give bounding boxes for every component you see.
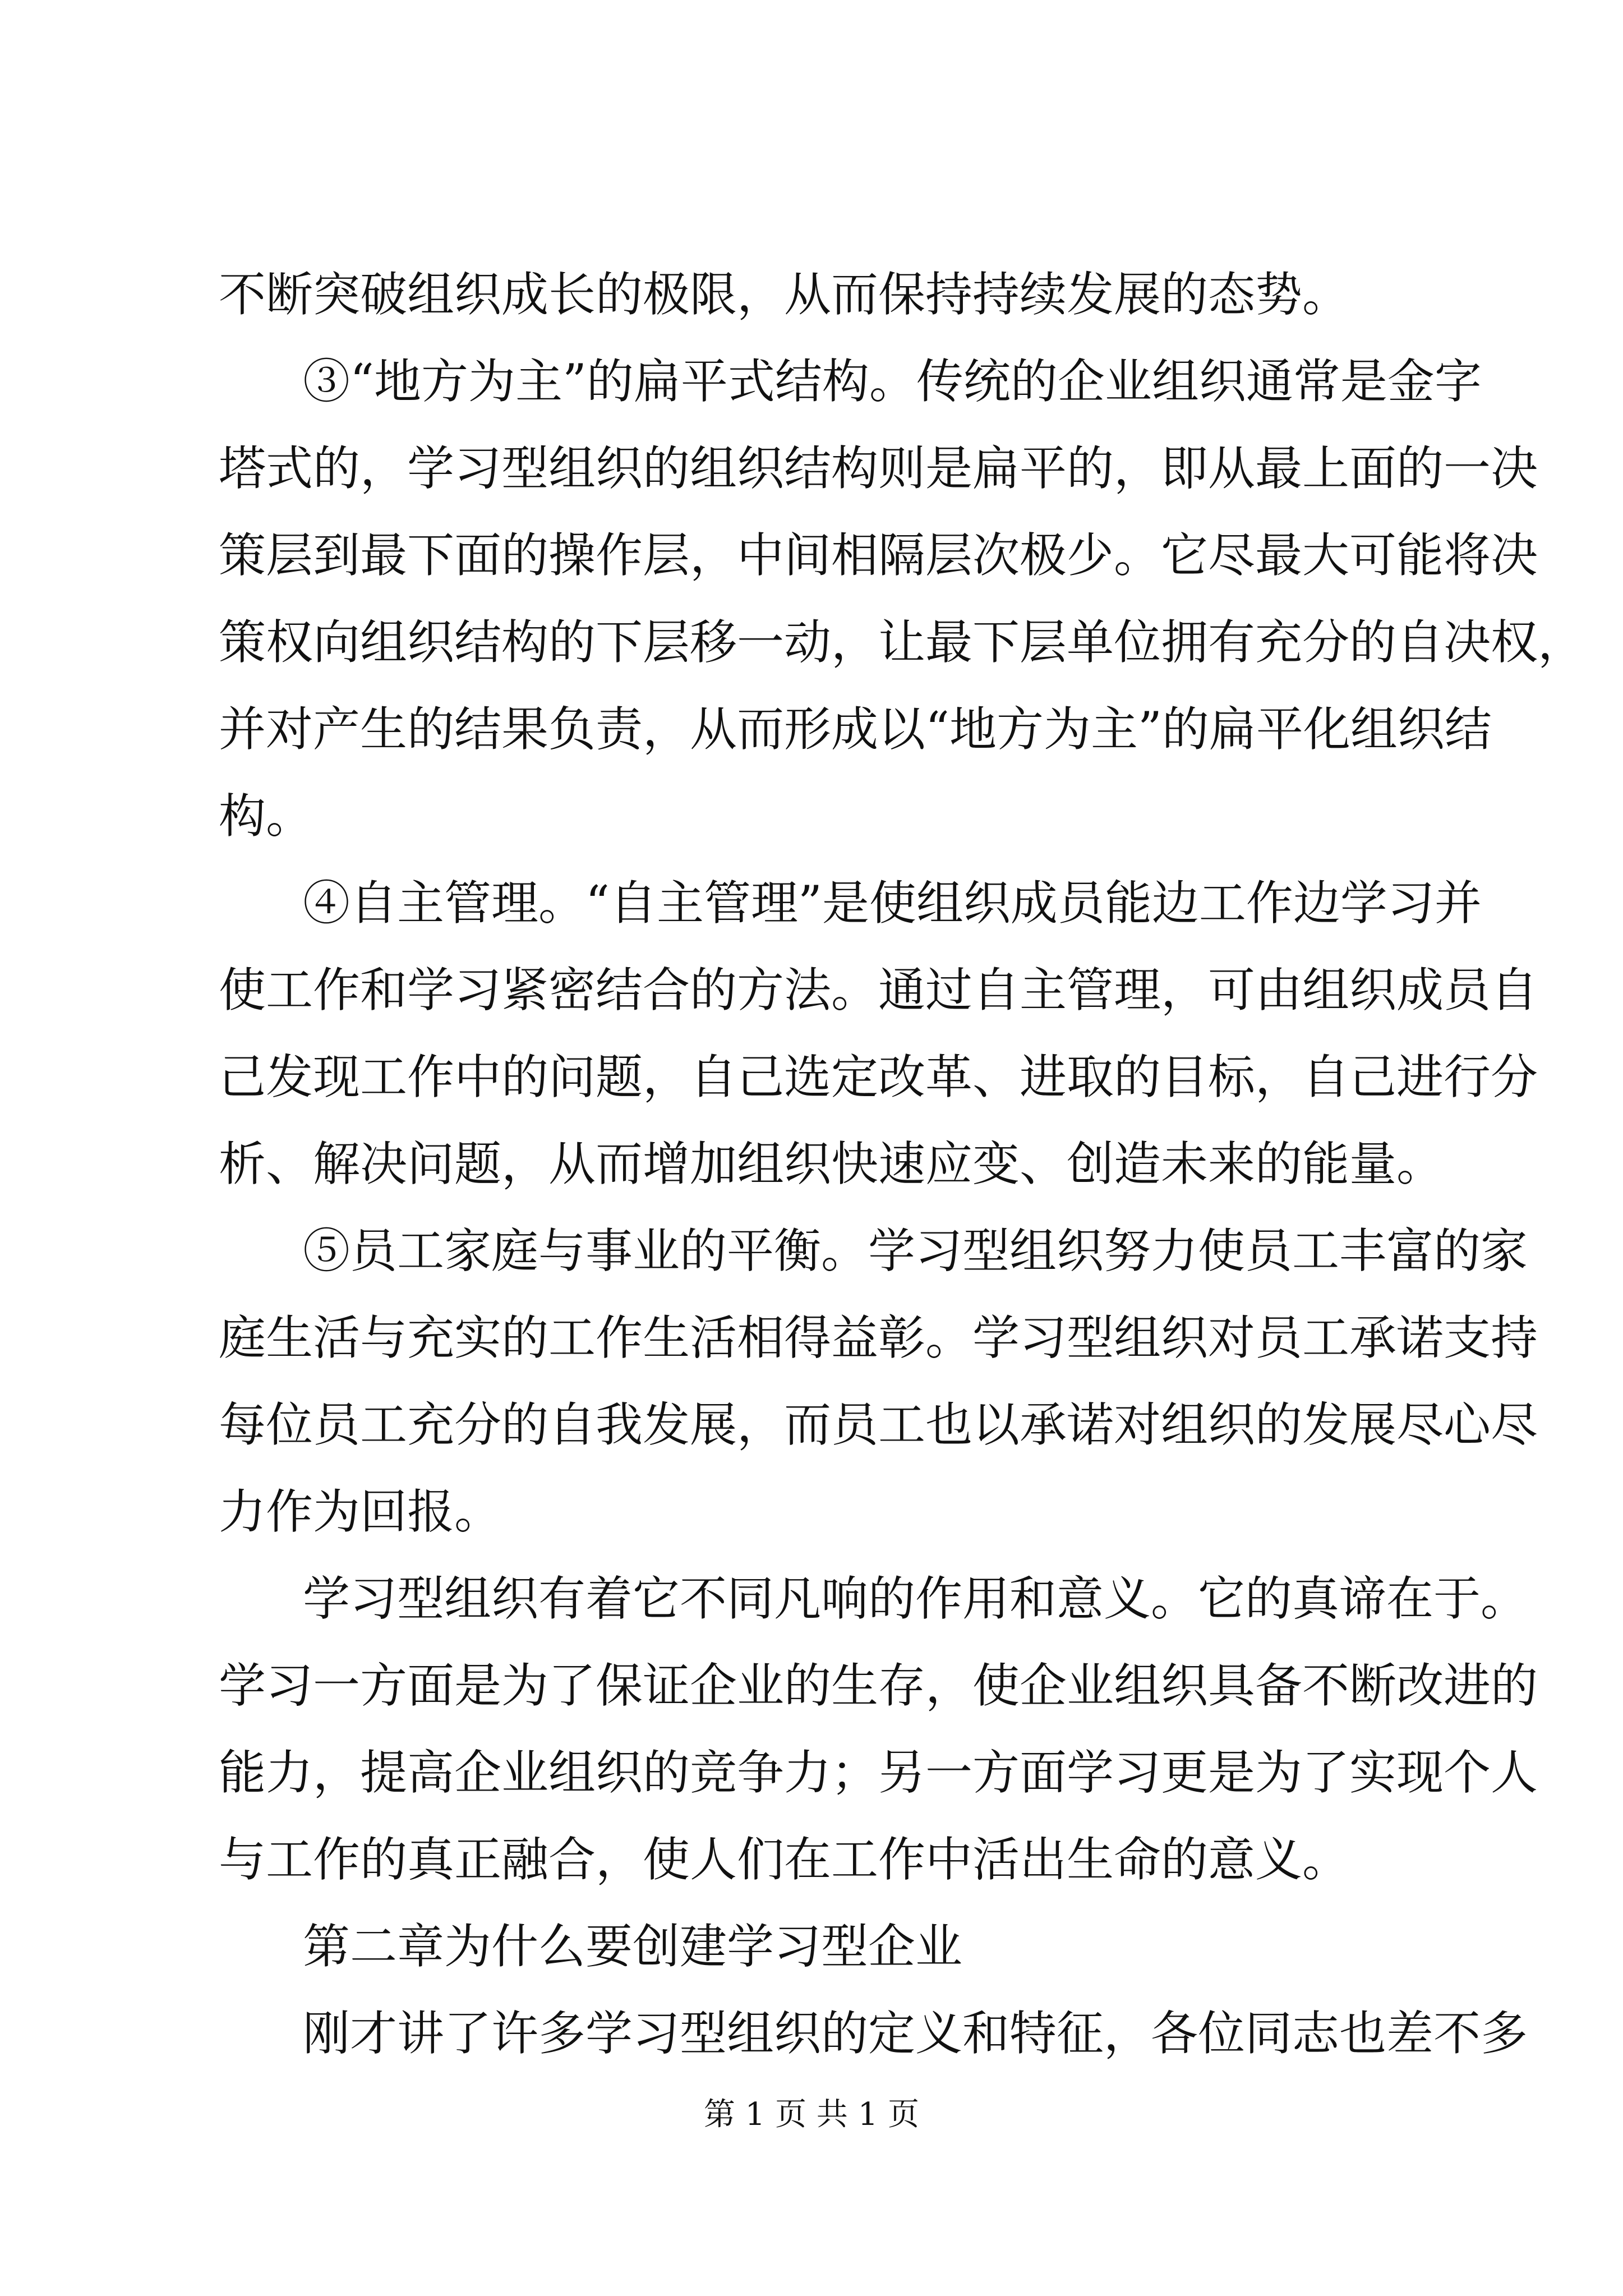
text-line: 第二章为什么要创建学习型企业 (303, 1919, 963, 1974)
text-line: 学习型组织有着它不同凡响的作用和意义。它的真谛在于。 (303, 1571, 1528, 1626)
text-line: 并对产生的结果负责，从而形成以“地方为主”的扁平化组织结 (219, 702, 1492, 757)
text-line: ⑤员工家庭与事业的平衡。学习型组织努力使员工丰富的家 (303, 1223, 1528, 1278)
text-line: 使工作和学习紧密结合的方法。通过自主管理，可由组织成员自 (219, 963, 1538, 1018)
text-line: 策权向组织结构的下层移一动，让最下层单位拥有充分的自决权， (219, 615, 1585, 670)
text-line: 力作为回报。 (219, 1484, 502, 1539)
text-line: 能力，提高企业组织的竞争力；另一方面学习更是为了实现个人 (219, 1745, 1538, 1800)
text-line: 构。 (219, 789, 313, 844)
text-line: 与工作的真正融合，使人们在工作中活出生命的意义。 (219, 1832, 1350, 1887)
text-line: 每位员工充分的自我发展，而员工也以承诺对组织的发展尽心尽 (219, 1397, 1538, 1452)
text-line: 不断突破组织成长的极限，从而保持持续发展的态势。 (219, 267, 1350, 322)
text-line: 析、解决问题，从而增加组织快速应变、创造未来的能量。 (219, 1137, 1444, 1191)
text-line: 刚才讲了许多学习型组织的定义和特征，各位同志也差不多 (303, 2006, 1528, 2061)
text-line: 庭生活与充实的工作生活相得益彰。学习型组织对员工承诺支持 (219, 1310, 1538, 1365)
text-line: 己发现工作中的问题，自己选定改革、进取的目标，自己进行分 (219, 1050, 1538, 1105)
page-footer: 第 1 页 共 1 页 (703, 2096, 920, 2133)
text-line: 策层到最下面的操作层，中间相隔层次极少。它尽最大可能将决 (219, 528, 1538, 583)
text-line: 塔式的，学习型组织的组织结构则是扁平的，即从最上面的一决 (219, 441, 1538, 496)
text-line: ④自主管理。“自主管理”是使组织成员能边工作边学习并 (303, 876, 1482, 931)
text-line: ③“地方为主”的扁平式结构。传统的企业组织通常是金字 (303, 354, 1482, 409)
text-line: 学习一方面是为了保证企业的生存，使企业组织具备不断改进的 (219, 1658, 1538, 1713)
